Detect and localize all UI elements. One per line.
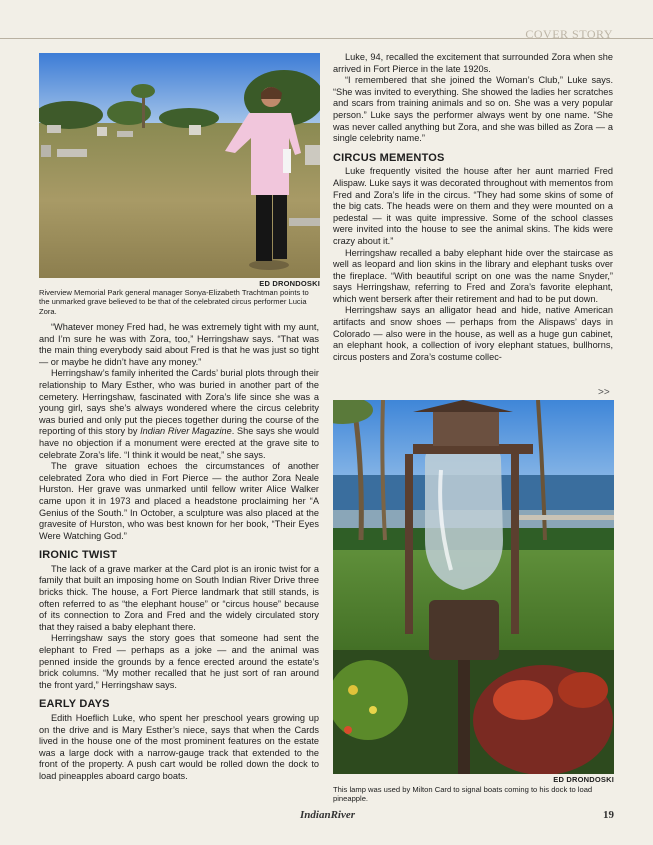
subhead-early-days: EARLY DAYS (39, 698, 110, 711)
paragraph: Luke frequently visited the house after her aunt married Fred Alispaw. Luke says it was decorated throughout with mementos from Fred and Zora’s life in the circus. “They had some skins of some of the big cats. The heads were on them and they were mounted on a pedestal — it was quite impressive. Some of the school classes were invited into the house to see the animal skins. The kids were crazy about it.” (333, 166, 613, 246)
subhead-circus-mementos: CIRCUS MEMENTOS (333, 151, 445, 164)
left-column (39, 322, 319, 783)
paragraph: “I remembered that she joined the Woman’s Club,” Luke says. “She was invited to everything. She showed the ladies her scratches and scars from training animals and so on. She was a very popular person.” Luke says the performer always went by one name. “She was never called anything but Zora, and she was billed as Zora — a single celebrity name.” (333, 75, 613, 144)
paragraph: Luke, 94, recalled the excitement that surrounded Zora when she arrived in Fort Pierce in the late 1920s. (333, 52, 613, 74)
paragraph-text: . She says she would have no objection if a monument were erected at the grave site to celebrate Zora’s life. “I think it would be neat,” she says. (39, 426, 319, 460)
paragraph (39, 368, 319, 461)
paragraph: “Whatever money Fred had, he was extremely tight with my aunt, and I’m sure he was with Zora, too,” Herringshaw says. “That was the main thing everybody said about Fred is that he was just so tight — or maybe he didn’t have any money.” (39, 322, 319, 367)
page-number: 19 (603, 809, 614, 821)
photo-caption-1: Riverview Memorial Park general manager Sonya-Elizabeth Trachtman points to the unmarked grave believed to be that of the celebrated circus performer Lucia Zora. (39, 288, 309, 316)
photo-credit-1: ED DRONDOSKI (259, 279, 320, 288)
photo-caption-2: This lamp was used by Milton Card to signal boats coming to his dock to load pineapple. (333, 785, 593, 804)
paragraph: The lack of a grave marker at the Card plot is an ironic twist for a family that built an imposing home on South Indian River Drive three bricks thick. The house, a Fort Pierce landmark that still stands, is often referred to as “the elephant house” or “circus house” because of its connection to Zora and Fred and the widely circulated story that they raised a baby elephant there. (39, 563, 319, 632)
section-label: COVER STORY (525, 27, 613, 41)
continued-arrow: >> (598, 387, 610, 398)
paragraph: Herringshaw recalled a baby elephant hide over the staircase as well as leopard and lion skins in the library and elephant tusks over the fireplace. “With beautiful script on one was the name Snyder,” says Herringshaw, referring to Fred and Zora’s favorite elephant, which went berserk after their retirement and had to be put down. (333, 247, 613, 304)
paragraph: Herringshaw says an alligator head and hide, native American artifacts and snow shoes — perhaps from the Alispaws’ days in Colorado — also were in the house, as well as a huge gun cabinet, an elephant hook, a collection of ivory elephant statues, bullhorns, circus posters and Zora’s costume collec- (333, 305, 613, 362)
magazine-logo: IndianRiver (300, 809, 356, 821)
paragraph: The grave situation echoes the circumstances of another celebrated Zora who died in Fort Pierce — the author Zora Neale Hurston. Her grave was unmarked until fellow writer Alice Walker came upon it in 1973 and placed a headstone proclaiming her “A Genius of the South.” In October, a sculpture was also placed at the gravesite of Hurston, who was best known for her book, “Their Eyes Were Watching God.” (39, 461, 319, 541)
magazine-title: Indian River Magazine (140, 426, 232, 437)
subhead-ironic-twist: IRONIC TWIST (39, 549, 118, 562)
paragraph-text: Herringshaw’s family inherited the Cards’ burial plots through their relationship to Mary Esther, who was buried in another part of the cemetery. Herringshaw, fascinated with Zora’s life since she was a young girl, says she’s always wondered where the circus celebrity was buried and only put the pieces together during the course of the reporting of this story by (39, 368, 319, 437)
photo-credit-2: ED DRONDOSKI (553, 775, 614, 784)
paragraph: Herringshaw says the story goes that someone had sent the elephant to Fred — perhaps as a joke — and the animal was penned inside the grounds by a fence erected around the estate’s brick columns. “My mother recalled that he just sort of ran around the front yard,” Herringshaw says. (39, 633, 319, 690)
cemetery-photo (39, 53, 320, 278)
paragraph: Edith Hoeflich Luke, who spent her preschool years growing up on the drive and is Mary Esther’s niece, says that when the Cards lived in the house one of the most prominent features on the estate was a large dock with a narrow-gauge track that extended to the front of the property. A push cart would be rolled down the dock to load pineapples aboard cargo boats. (39, 713, 319, 781)
right-column (333, 52, 613, 363)
lamp-photo (333, 400, 614, 774)
